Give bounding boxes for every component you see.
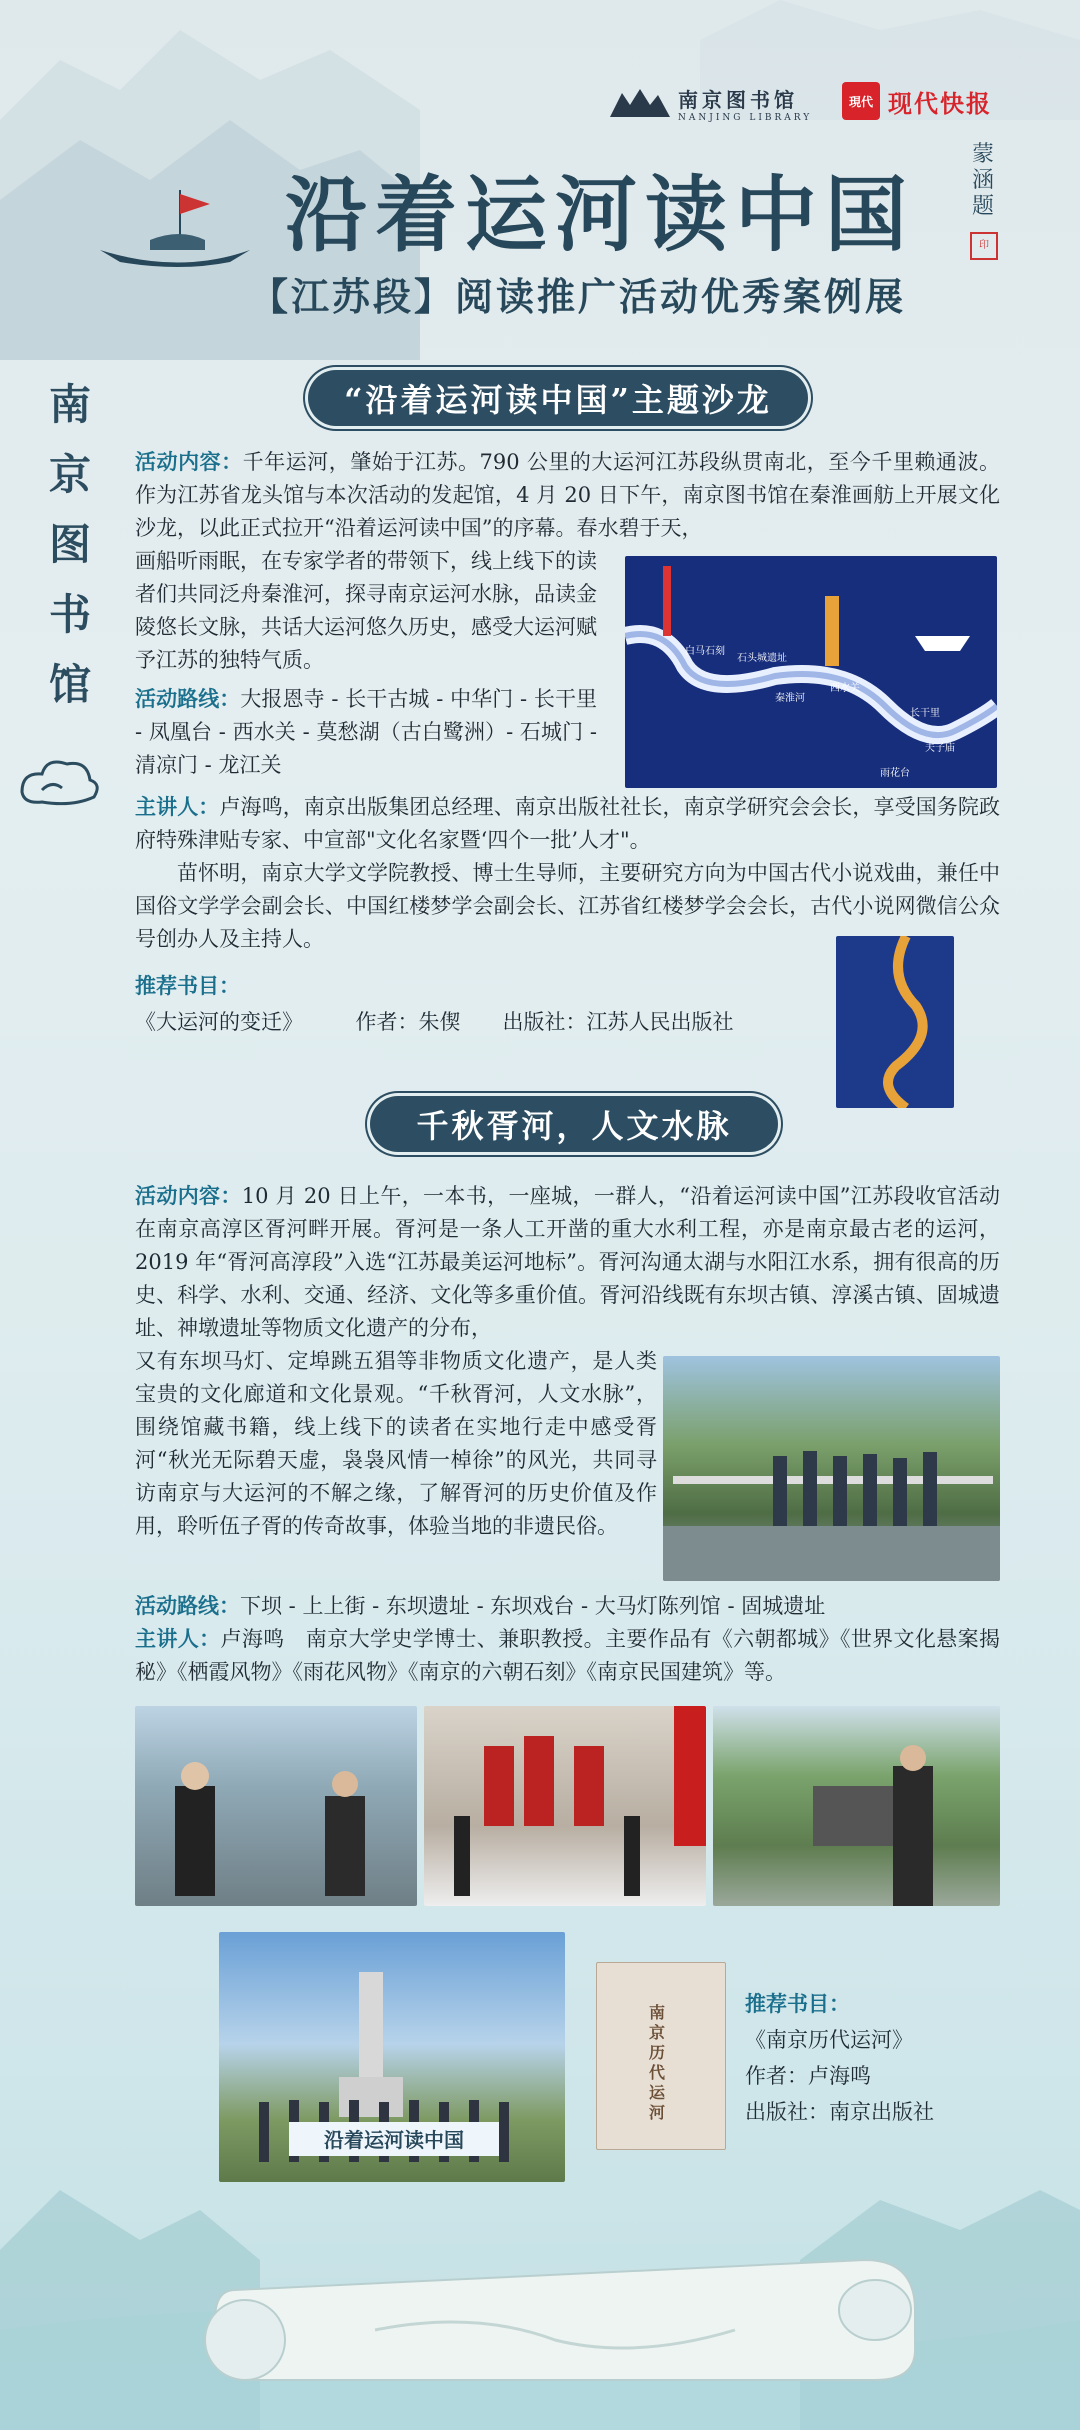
section2-speaker-label: 主讲人： — [135, 1627, 221, 1651]
cloud-icon — [12, 752, 102, 812]
speaker-outdoor-graphic — [135, 1706, 417, 1906]
section1-route: 活动路线：大报恩寺 - 长干古城 - 中华门 - 长干里 - 凤凰台 - 西水关 - 莫愁湖（古白鹭洲）- 石城门 - 清凉门 - 龙江关 — [135, 687, 598, 777]
section1-title: “沿着运河读中国”主题沙龙 — [308, 370, 808, 426]
section1-speaker-label: 主讲人： — [135, 795, 220, 819]
book-cover-nanjing-canals — [596, 1962, 726, 2150]
section2-book-label: 推荐书目： — [745, 1992, 850, 2016]
photo-riverside-group — [663, 1356, 1000, 1581]
section1-content-label: 活动内容： — [135, 450, 243, 474]
map-label-0: 白马石刻 — [685, 646, 725, 657]
section2-book-publisher: 出版社：南京出版社 — [745, 2100, 934, 2124]
section2-title: 千秋胥河，人文水脉 — [370, 1096, 778, 1152]
map-label-5: 夫子庙 — [925, 743, 955, 754]
route-map-graphic — [625, 556, 997, 788]
photo-heritage-site — [713, 1706, 1000, 1906]
section2-book-title: 《南京历代运河》 — [745, 2028, 913, 2052]
modern-express-logo — [842, 82, 992, 120]
boat-icon — [80, 180, 260, 280]
map-label-1: 石头城遗址 — [737, 653, 787, 664]
map-label-3: 西水关 — [830, 683, 860, 694]
section1-book-info — [135, 1006, 734, 1036]
section1-book-publisher: 出版社：江苏人民出版社 — [502, 1010, 734, 1034]
map-label-2: 秦淮河 — [775, 693, 805, 704]
nanjing-library-logo — [610, 84, 812, 123]
section1-speaker2: 苗怀明，南京大学文学院教授、博士生导师，主要研究方向为中国古代小说戏曲，兼任中国俗文学学会副会长、中国红楼梦学会副会长、江苏省红楼梦学会会长，古代小说网微信公众号创办人及主持人。 — [135, 861, 1000, 951]
subtitle: 【江苏段】阅读推广活动优秀案例展 — [250, 274, 907, 319]
map-label-4: 长干里 — [910, 708, 940, 719]
library-logo-english: NANJING LIBRARY — [678, 113, 813, 123]
section1-book-title: 《大运河的变迁》 — [135, 1010, 293, 1034]
section1-speaker1: 主讲人：卢海鸣，南京出版集团总经理、南京出版社社长，南京学研究会会长，享受国务院政府特殊津贴专家、中宣部"文化名家暨‘四个一批’人才"。 — [135, 795, 1001, 852]
photo-speaker-outdoor — [135, 1706, 417, 1906]
section2-content-para2: 又有东坝马灯、定埠跳五猖等非物质文化遗产，是人类宝贵的文化廊道和文化景观。“千秋胥河，人文水脉”，围绕馆藏书籍，线上线下的读者在实地行走中感受胥河“秋光无际碧天虚，袅袅风情一棹徐”的风光，共同寻访南京与大运河的不解之缘，了解胥河的历史价值及作用，聆听伍子胥的传奇故事，体验当地的非遗民俗。 — [135, 1349, 657, 1538]
library-logo-icon — [610, 87, 670, 121]
section2-speaker: 主讲人：卢海鸣 南京大学史学博士、兼职教授。主要作品有《六朝都城》《世界文化悬案揭秘》《栖霞风物》《雨花风物》《南京的六朝石刻》《南京民国建筑》等。 — [135, 1627, 1000, 1684]
section2-content-label: 活动内容： — [135, 1184, 242, 1208]
lantern-exhibit-graphic — [424, 1706, 706, 1906]
riverside-people-graphic — [663, 1356, 1000, 1581]
book-cover-title: 南京历代运河 — [649, 2003, 666, 2122]
section2-route-label: 活动路线： — [135, 1594, 240, 1618]
main-title: 沿着运河读中国 — [285, 167, 916, 263]
section2-content-para1: 活动内容：10 月 20 日上午，一本书，一座城，一群人，“沿着运河读中国”江苏段收官活动在南京高淳区胥河畔开展。胥河是一条人工开凿的重大水利工程，亦是南京最古老的运河，2019 年“胥河高淳段”入选“江苏最美运河地标”。胥河沟通太湖与水阳江水系，拥有很高的历史、科学、水利、交通、经济、文化等多重价值。胥河沿线既有东坝古镇、淳溪古镇、固城遗址、神墩遗址等物质文化遗产的分布， — [135, 1184, 1000, 1340]
calligraphy-signature: 蒙涵题 — [971, 142, 994, 219]
heritage-site-graphic — [713, 1706, 1000, 1906]
book-cover-canal-changes — [836, 936, 954, 1108]
library-vertical-title: 南京图书馆 — [48, 380, 91, 709]
photo-lantern-exhibit — [424, 1706, 706, 1906]
library-logo-name: 南京图书馆 — [678, 88, 798, 112]
section1-book-author: 作者：朱偰 — [355, 1010, 461, 1034]
section2-book-author: 作者：卢海鸣 — [745, 2064, 871, 2088]
book-cover-graphic — [836, 936, 954, 1108]
section2-route: 活动路线：下坝 - 上上街 - 东坝遗址 - 东坝戏台 - 大马灯陈列馆 - 固城遗址 — [135, 1594, 826, 1618]
section1-content-para2: 画船听雨眠，在专家学者的带领下，线上线下的读者们共同泛舟秦淮河，探寻南京运河水脉，品读金陵悠长文脉，共话大运河悠久历史，感受大运河赋予江苏的独特气质。 — [135, 549, 597, 672]
banner-text: 沿着运河读中国 — [324, 2128, 464, 2152]
section1-content-para1: 活动内容：千年运河，肇始于江苏。790 公里的大运河江苏段纵贯南北，至今千里赖通波。作为江苏省龙头馆与本次活动的发起馆，4 月 20 日下午，南京图书馆在秦淮画舫上开展文化沙龙，以此正式拉开“沿着运河读中国”的序幕。春水碧于天， — [135, 450, 1000, 540]
section1-book-label: 推荐书目： — [135, 974, 240, 998]
map-label-6: 雨花台 — [880, 768, 910, 779]
section1-route-label: 活动路线： — [135, 687, 241, 711]
paper-logo-mark: 現代 — [842, 82, 880, 120]
scroll-icon — [175, 2230, 945, 2400]
seal-stamp-icon: 印 — [970, 232, 998, 260]
section2-book-block — [745, 1986, 934, 2130]
canal-route-map — [625, 556, 997, 788]
paper-logo-name: 现代快报 — [888, 88, 992, 118]
